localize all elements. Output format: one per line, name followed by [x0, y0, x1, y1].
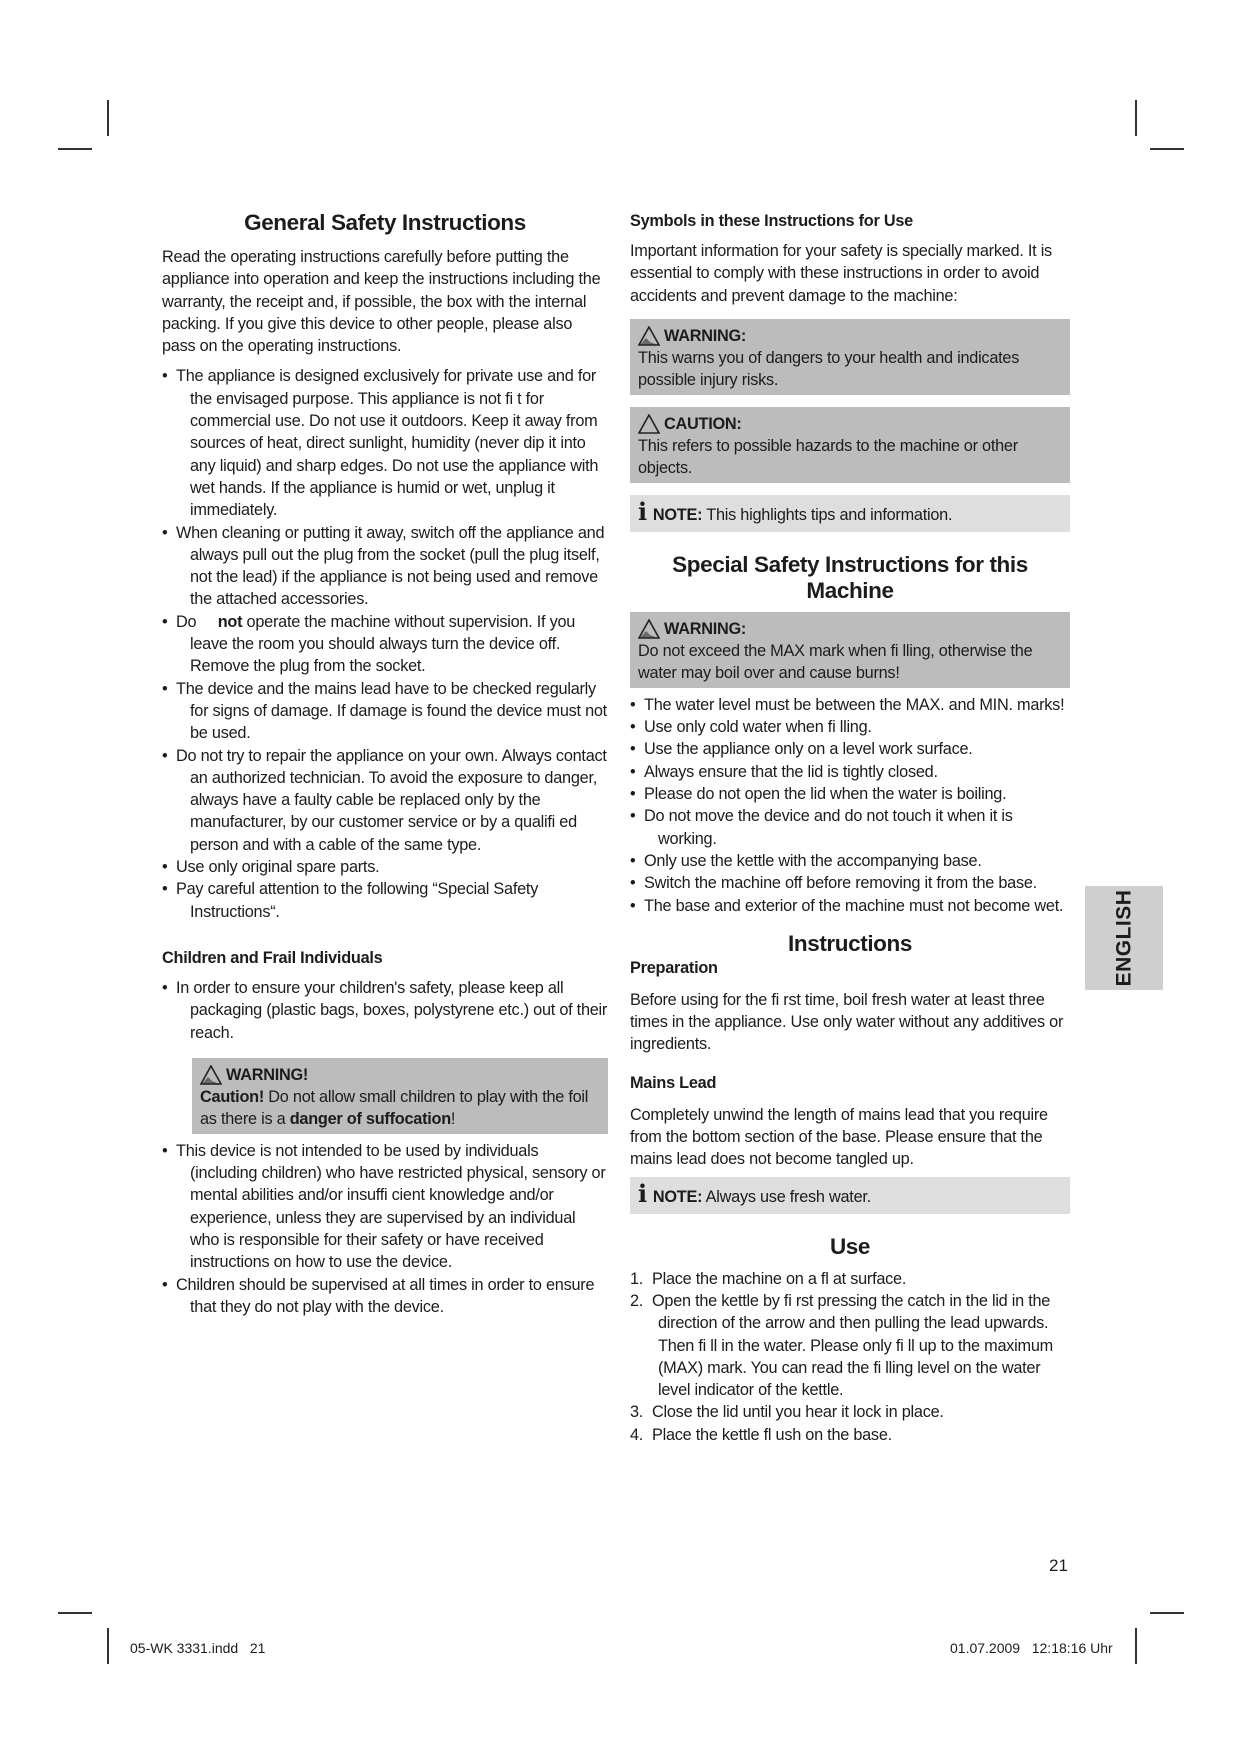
do-not-text: operate the machine without supervision. If you leave the room you should always turn the device off. Remove the plug from the socket. — [190, 612, 576, 676]
list-item: • The device and the mains lead have to be checked regularly for signs of damage. If damage is found the device must not be used. — [162, 678, 608, 745]
mains-lead-text: Completely unwind the length of mains lead that you require from the bottom section of the base. Please ensure that the mains lead does not become tangled up. — [630, 1105, 1048, 1169]
list-item: • When cleaning or putting it away, switch off the appliance and always pull out the plug from the socket (pull the plug itself, not the lead) if the appliance is not being used and remove the attached accessories. — [162, 522, 608, 611]
list-item: • In order to ensure your children's safety, please keep all packaging (plastic bags, boxes, polystyrene etc.) out of their reach. — [162, 977, 608, 1044]
warning-end: ! — [450, 1109, 456, 1128]
section-title-instructions: Instructions — [788, 930, 912, 956]
list-item: • The water level must be between the MAX. and MIN. marks! — [630, 694, 1070, 716]
list-item: • Use the appliance only on a level work surface. — [630, 738, 1070, 760]
crop-mark — [107, 1628, 109, 1664]
warning-body — [200, 1086, 600, 1130]
caution-text: This refers to possible hazards to the machine or other objects. — [638, 436, 1018, 477]
list-item — [630, 1424, 1070, 1446]
list-item — [162, 611, 608, 678]
note-label: NOTE: — [652, 505, 703, 524]
not-word: not — [217, 612, 243, 631]
crop-mark — [1135, 1628, 1137, 1664]
warning-triangle-icon — [638, 619, 660, 639]
caution-word: Caution! — [200, 1087, 265, 1106]
crop-mark — [58, 1612, 92, 1614]
list-item: • This device is not intended to be used by individuals (including children) who have restricted physical, sensory or mental abilities and/or insuffi cient knowledge and/or experience, unless they are supervised by an individual who is responsible for their safety or have received instructions on how to use the device. — [162, 1140, 608, 1274]
step-number: 4. — [630, 1425, 644, 1444]
language-tab-label: ENGLISH — [1112, 889, 1135, 987]
warning-box-header — [638, 618, 1062, 640]
preparation-text: Before using for the fi rst time, boil fresh water at least three times in the appliance. Use only water without any additives or ingredients. — [630, 990, 1064, 1054]
list-item: • The appliance is designed exclusively for private use and for the envisaged purpose. This appliance is not fi t for commercial use. Do not use it outdoors. Keep it away from sources of heat, direct sunlight, humidity (never dip it into any liquid) and sharp edges. Do not use the appliance with wet hands. If the appliance is humid or wet, unplug it immediately. — [162, 365, 608, 521]
right-column — [630, 210, 1070, 1446]
list-item — [630, 1401, 1070, 1423]
warning-triangle-icon — [638, 326, 660, 346]
note-box-tips — [630, 495, 1070, 532]
crop-mark — [107, 100, 109, 136]
list-item: • The base and exterior of the machine must not become wet. — [630, 895, 1070, 917]
list-item — [630, 1290, 1070, 1401]
general-safety-list — [162, 365, 608, 922]
symbols-intro: Important information for your safety is specially marked. It is essential to comply with these instructions in order to avoid accidents and prevent damage to the machine: — [630, 242, 1052, 305]
list-item: • Only use the kettle with the accompanying base. — [630, 850, 1070, 872]
list-item: • Do not try to repair the appliance on your own. Always contact an authorized technician. To avoid the exposure to danger, always have a faulty cable be replaced only by the manufacturer, by our customer service or by a qualifi ed person and with a cable of the same type. — [162, 745, 608, 856]
special-safety-list — [630, 694, 1070, 917]
caution-title: CAUTION: — [664, 414, 742, 433]
footer-file-info: 05-WK 3331.indd 21 — [130, 1640, 266, 1656]
step-text: Open the kettle by fi rst pressing the catch in the lid in the direction of the arrow and then pulling the lead upwards. Then fi ll in the water. Please only fi ll up to the maximum (MAX) mark. You can read the fi lling level on the water level indicator of the kettle. — [652, 1291, 1053, 1400]
step-text: Place the kettle fl ush on the base. — [652, 1425, 892, 1444]
list-item: • Do not move the device and do not touch it when it is working. — [630, 805, 1070, 850]
warning-triangle-icon — [200, 1065, 222, 1085]
warning-box-header — [200, 1064, 600, 1086]
caution-symbol-box — [630, 407, 1070, 483]
use-steps-list — [630, 1268, 1070, 1446]
warning-title: WARNING! — [226, 1065, 309, 1084]
list-item: • Pay careful attention to the following “Special Safety Instructions“. — [162, 878, 608, 923]
warning-box-header — [638, 325, 1062, 347]
step-number: 2. — [630, 1291, 644, 1310]
info-icon: i — [638, 496, 647, 526]
crop-mark — [58, 148, 92, 150]
warning-text: Do not allow small children to play with the foil as there is a — [200, 1087, 589, 1128]
warning-title: WARNING: — [664, 619, 747, 638]
page-number: 21 — [1049, 1556, 1068, 1575]
list-item: • Always ensure that the lid is tightly closed. — [630, 761, 1070, 783]
list-item: • Use only cold water when fi lling. — [630, 716, 1070, 738]
step-number: 3. — [630, 1403, 644, 1422]
step-text: Close the lid until you hear it lock in place. — [652, 1403, 944, 1422]
warning-box-suffocation — [192, 1058, 608, 1134]
note-label: NOTE: — [652, 1187, 703, 1206]
crop-mark — [1150, 148, 1184, 150]
warning-title: WARNING: — [664, 326, 747, 345]
list-item: • Switch the machine off before removing it from the base. — [630, 872, 1070, 894]
section-title-general-safety: General Safety Instructions — [244, 210, 526, 235]
section-title-special-safety: Special Safety Instructions for this Machine — [672, 551, 1028, 603]
section-title-use: Use — [829, 1233, 871, 1259]
language-tab — [1085, 886, 1163, 990]
list-item: • Please do not open the lid when the water is boiling. — [630, 783, 1070, 805]
preparation-heading: Preparation — [630, 958, 718, 977]
children-list-2 — [162, 1140, 608, 1318]
left-column — [162, 210, 608, 1318]
intro-paragraph: Read the operating instructions carefully before putting the appliance into operation and keep the instructions including the warranty, the receipt and, if possible, the box with the internal packing. If you give this device to other people, please also pass on the operating instructions. — [162, 248, 601, 356]
step-text: Place the machine on a fl at surface. — [652, 1269, 907, 1288]
crop-mark — [1150, 1612, 1184, 1614]
note-text: This highlights tips and information. — [706, 505, 953, 524]
caution-box-header — [638, 413, 1062, 435]
mains-lead-heading: Mains Lead — [630, 1073, 717, 1092]
symbols-heading: Symbols in these Instructions for Use — [630, 212, 913, 230]
crop-mark — [1135, 100, 1137, 136]
do-word: Do — [176, 612, 197, 631]
warning-text: Do not exceed the MAX mark when fi lling, otherwise the water may boil over and cause burns! — [638, 641, 1033, 682]
warning-symbol-box — [630, 319, 1070, 395]
list-item: • Children should be supervised at all times in order to ensure that they do not play with the device. — [162, 1274, 608, 1319]
step-number: 1. — [630, 1269, 644, 1288]
danger-text: danger of suffocation — [289, 1109, 451, 1128]
children-heading: Children and Frail Individuals — [162, 948, 383, 967]
caution-triangle-icon — [638, 414, 660, 434]
note-box-fresh-water — [630, 1177, 1070, 1214]
info-icon: i — [638, 1178, 647, 1208]
special-warning-box — [630, 612, 1070, 688]
list-item — [630, 1268, 1070, 1290]
warning-text: This warns you of dangers to your health and indicates possible injury risks. — [638, 348, 1020, 389]
list-item: • Use only original spare parts. — [162, 856, 608, 878]
children-list — [162, 977, 608, 1044]
note-text: Always use fresh water. — [705, 1187, 871, 1206]
footer-timestamp: 01.07.2009 12:18:16 Uhr — [950, 1640, 1113, 1656]
